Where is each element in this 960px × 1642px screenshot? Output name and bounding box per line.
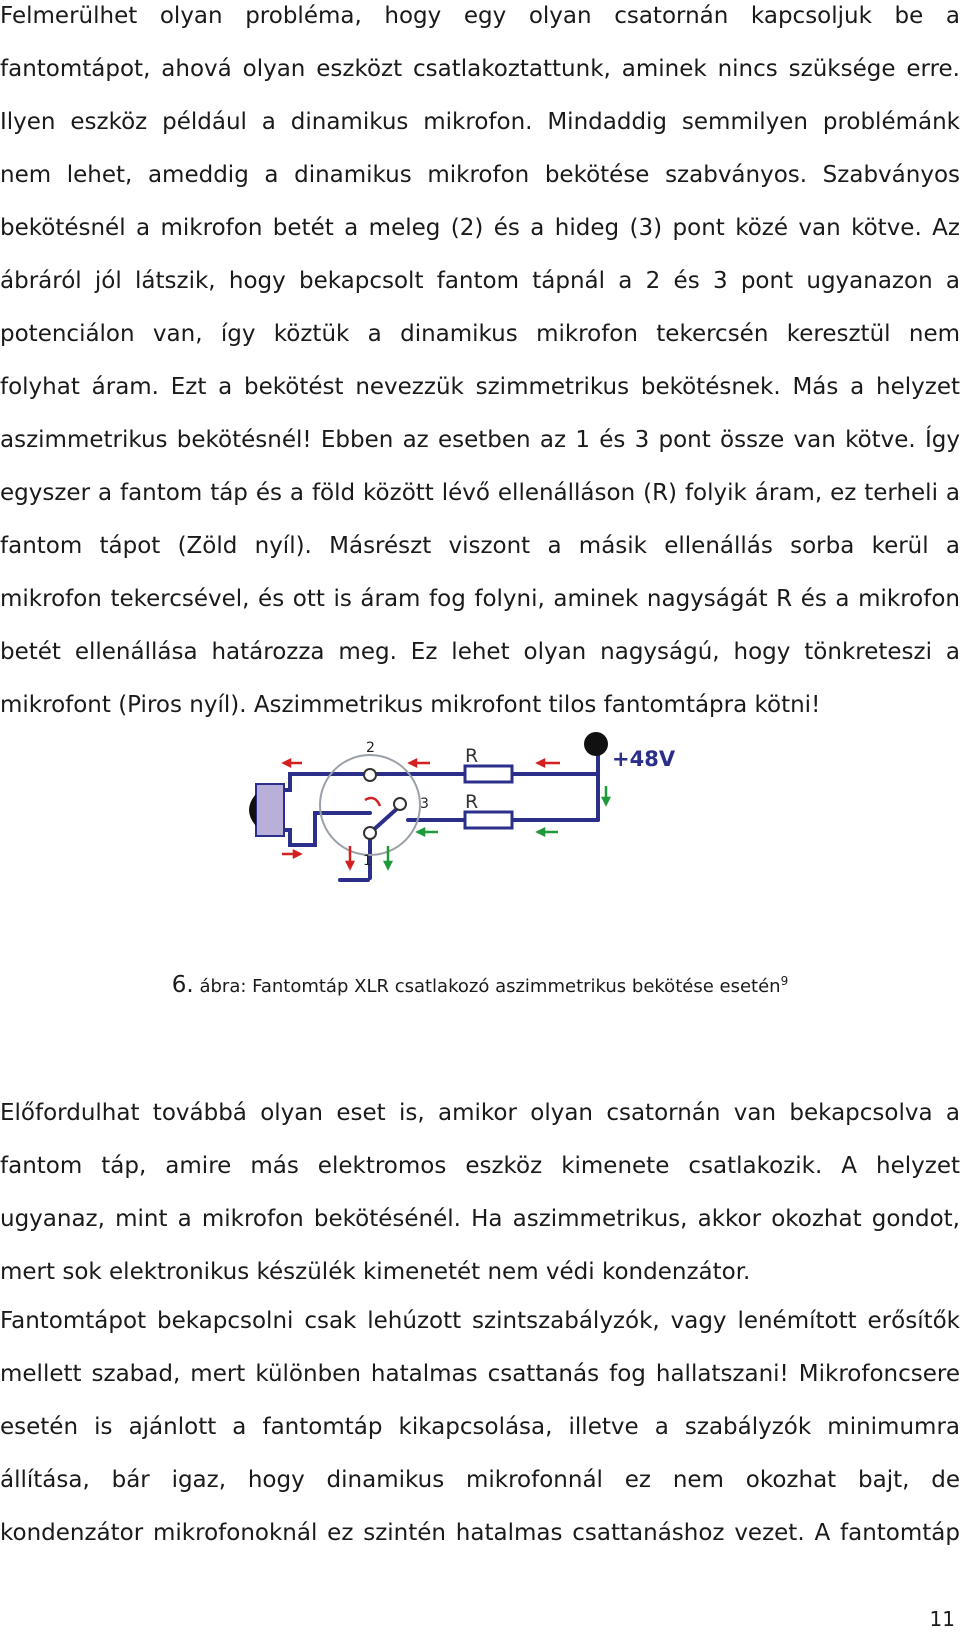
green-arrow-head (603, 798, 609, 804)
resistor-bottom-label: R (465, 791, 479, 813)
red-arrow-head (347, 862, 353, 868)
red-arrow-head (538, 760, 544, 766)
paragraph-3-line: esetén is ajánlott a fantomtáp kikapcsolása, illetve a szabályzók minimumra (0, 1414, 960, 1440)
resistor-top (465, 766, 512, 782)
paragraph-1-line: fantom tápot (Zöld nyíl). Másrészt viszont a másik ellenállás sorba kerül a (0, 533, 960, 559)
paragraph-2 (0, 1087, 960, 1299)
paragraph-2-line: fantom táp, amire más elektromos eszköz kimenete csatlakozik. A helyzet (0, 1153, 960, 1179)
paragraph-1-line: potenciálon van, így köztük a dinamikus mikrofon tekercsén keresztül nem (0, 321, 960, 347)
microphone-back (249, 794, 256, 826)
paragraph-2-line: ugyanaz, mint a mikrofon bekötésénél. Ha aszimmetrikus, akkor okozhat gondot, (0, 1206, 960, 1232)
paragraph-3-line: kondenzátor mikrofonoknál ez szintén hatalmas csattanáshoz vezet. A fantomtáp (0, 1520, 960, 1546)
pin-1-label: 1 (363, 853, 372, 869)
pin-3-dot (394, 798, 406, 810)
pin-1-dot (364, 827, 376, 839)
microphone-capsule (256, 784, 284, 836)
figure-caption (0, 972, 960, 998)
paragraph-1-line: mikrofon tekercsével, és ott is áram fog folyni, aminek nagyságát R és a mikrofon (0, 586, 960, 612)
page-number: 11 (929, 1607, 955, 1631)
green-arrow-head (385, 862, 391, 868)
paragraph-1-line: egyszer a fantom táp és a föld között lévő ellenálláson (R) folyik áram, ez terheli a (0, 480, 960, 506)
red-arrow-head (294, 851, 300, 857)
paragraph-1-line: mikrofont (Piros nyíl). Aszimmetrikus mikrofont tilos fantomtápra kötni! (0, 692, 821, 718)
paragraph-2-line: mert sok elektronikus készülék kimenetét nem védi kondenzátor. (0, 1259, 751, 1285)
phantom-power-terminal (584, 732, 608, 756)
pin-2-label: 2 (366, 740, 375, 756)
paragraph-1-line: folyhat áram. Ezt a bekötést nevezzük szimmetrikus bekötésnek. Más a helyzet (0, 374, 960, 400)
paragraph-1-line: aszimmetrikus bekötésnél! Ebben az esetben az 1 és 3 pont össze van kötve. Így (0, 427, 960, 453)
phantom-voltage-label: +48V (612, 747, 676, 771)
paragraph-3-line: mellett szabad, mert különben hatalmas csattanás fog hallatszani! Mikrofoncsere (0, 1361, 960, 1387)
caption-text: ábra: Fantomtáp XLR csatlakozó aszimmetrikus bekötése esetén (193, 976, 781, 997)
paragraph-1-line: bekötésnél a mikrofon betét a meleg (2) és a hideg (3) pont közé van kötve. Az (0, 215, 960, 241)
paragraph-3 (0, 1295, 960, 1560)
pin-3-label: 3 (420, 796, 429, 812)
pin-2-dot (364, 769, 376, 781)
red-arrow-head (284, 760, 290, 766)
resistor-top-label: R (465, 745, 479, 767)
red-arrow-head (410, 760, 416, 766)
caption-footnote: 9 (780, 974, 789, 988)
paragraph-3-line: Fantomtápot bekapcsolni csak lehúzott szintszabályzók, vagy lenémított erősítők (0, 1308, 960, 1334)
xlr-wiring-svg (240, 740, 710, 930)
paragraph-3-line: állítása, bár igaz, hogy dinamikus mikrofonnál ez nem okozhat bajt, de (0, 1467, 960, 1493)
paragraph-1-line: ábráról jól látszik, hogy bekapcsolt fantom tápnál a 2 és 3 pont ugyanazon a (0, 268, 960, 294)
caption-number: 6. (171, 972, 194, 998)
paragraph-1-line: fantomtápot, ahová olyan eszközt csatlakoztattunk, aminek nincs szüksége erre. (0, 56, 960, 82)
red-curve-arrow (365, 798, 380, 806)
paragraph-1-line: nem lehet, ameddig a dinamikus mikrofon bekötése szabványos. Szabványos (0, 162, 960, 188)
paragraph-1 (0, 0, 960, 732)
xlr-wiring-diagram (240, 740, 710, 930)
resistor-bottom (465, 812, 512, 828)
paragraph-1-line: Ilyen eszköz például a dinamikus mikrofon. Mindaddig semmilyen problémánk (0, 109, 960, 135)
green-arrow-head (418, 829, 424, 835)
green-arrow-head (538, 829, 544, 835)
paragraph-2-line: Előfordulhat továbbá olyan eset is, amikor olyan csatornán van bekapcsolva a (0, 1100, 960, 1126)
paragraph-1-line: Felmerülhet olyan probléma, hogy egy olyan csatornán kapcsoljuk be a (0, 3, 960, 29)
paragraph-1-line: betét ellenállása határozza meg. Ez lehet olyan nagyságú, hogy tönkreteszi a (0, 639, 960, 665)
wires (284, 750, 598, 880)
